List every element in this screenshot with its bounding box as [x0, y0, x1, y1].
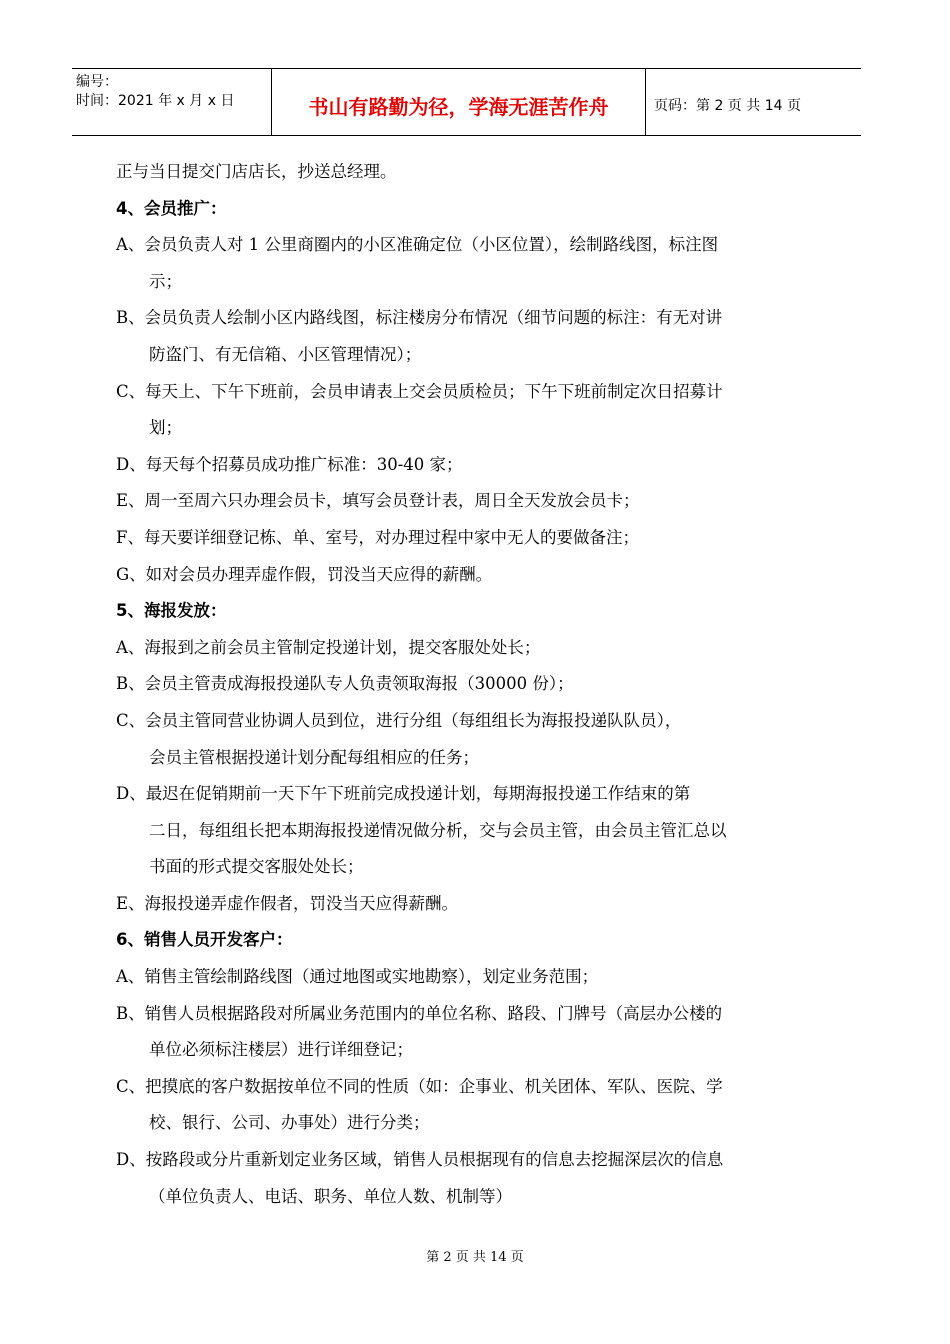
time-label: 时间：2021 年 x 月 x 日: [76, 93, 235, 109]
document-body: [116, 154, 828, 1215]
section-heading: 4、会员推广：: [116, 198, 227, 218]
paragraph-line: E、周一至周六只办理会员卡，填写会员登计表，周日全天发放会员卡；: [116, 491, 640, 511]
paragraph-line: 划；: [149, 418, 182, 438]
paragraph-line: 单位必须标注楼层）进行详细登记；: [149, 1040, 413, 1060]
paragraph-line: D、最迟在促销期前一天下午下班前完成投递计划，每期海报投递工作结束的第: [116, 784, 691, 804]
paragraph-line: C、会员主管同营业协调人员到位，进行分组（每组组长为海报投递队队员），: [116, 710, 682, 730]
paragraph-line: E、海报投递弄虚作假者，罚没当天应得薪酬。: [116, 893, 459, 913]
paragraph-line: A、海报到之前会员主管制定投递计划，提交客服处处长；: [116, 637, 541, 657]
number-label: 编号：: [76, 74, 118, 90]
section-heading: 6、销售人员开发客户：: [116, 930, 293, 950]
paragraph-line: A、会员负责人对 1 公里商圈内的小区准确定位（小区位置），绘制路线图，标注图: [116, 235, 719, 255]
paragraph-line: B、会员主管责成海报投递队专人负责领取海报（30000 份）；: [116, 674, 574, 694]
paragraph-line: 正与当日提交门店店长，抄送总经理。: [116, 162, 397, 181]
paragraph-line: F、每天要详细登记栋、单、室号，对办理过程中家中无人的要做备注；: [116, 527, 639, 547]
page-header: [72, 68, 861, 136]
paragraph-line: B、销售人员根据路段对所属业务范围内的单位名称、路段、门牌号（高层办公楼的: [116, 1003, 723, 1023]
paragraph-line: 示；: [149, 271, 182, 291]
paragraph-line: C、每天上、下午下班前，会员申请表上交会员质检员；下午下班前制定次日招募计: [116, 381, 723, 401]
paragraph-line: D、按路段或分片重新划定业务区域，销售人员根据现有的信息去挖掘深层次的信息: [116, 1150, 724, 1170]
header-motto: 书山有路勤为径，学海无涯苦作舟: [272, 69, 646, 135]
paragraph-line: A、销售主管绘制路线图（通过地图或实地勘察），划定业务范围；: [116, 967, 599, 987]
page-footer: 第 2 页 共 14 页: [426, 1250, 524, 1265]
paragraph-line: C、把摸底的客户数据按单位不同的性质（如：企事业、机关团体、军队、医院、学: [116, 1076, 723, 1096]
section-heading: 5、海报发放：: [116, 601, 227, 621]
paragraph-line: （单位负责人、电话、职务、单位人数、机制等）: [149, 1186, 512, 1206]
paragraph-line: G、如对会员办理弄虚作假，罚没当天应得的薪酬。: [116, 564, 493, 584]
header-info-cell: [72, 69, 272, 135]
header-page-code: 页码：第 2 页 共 14 页: [654, 98, 801, 114]
paragraph-line: 会员主管根据投递计划分配每组相应的任务；: [149, 747, 479, 767]
paragraph-line: B、会员负责人绘制小区内路线图，标注楼房分布情况（细节问题的标注：有无对讲: [116, 308, 723, 328]
paragraph-line: D、每天每个招募员成功推广标准：30-40 家；: [116, 454, 463, 474]
paragraph-line: 校、银行、公司、办事处）进行分类；: [149, 1113, 430, 1133]
paragraph-line: 二日，每组组长把本期海报投递情况做分析，交与会员主管，由会员主管汇总以: [149, 820, 727, 840]
paragraph-line: 书面的形式提交客服处处长；: [149, 857, 364, 877]
paragraph-line: 防盗门、有无信箱、小区管理情况）；: [149, 344, 422, 364]
